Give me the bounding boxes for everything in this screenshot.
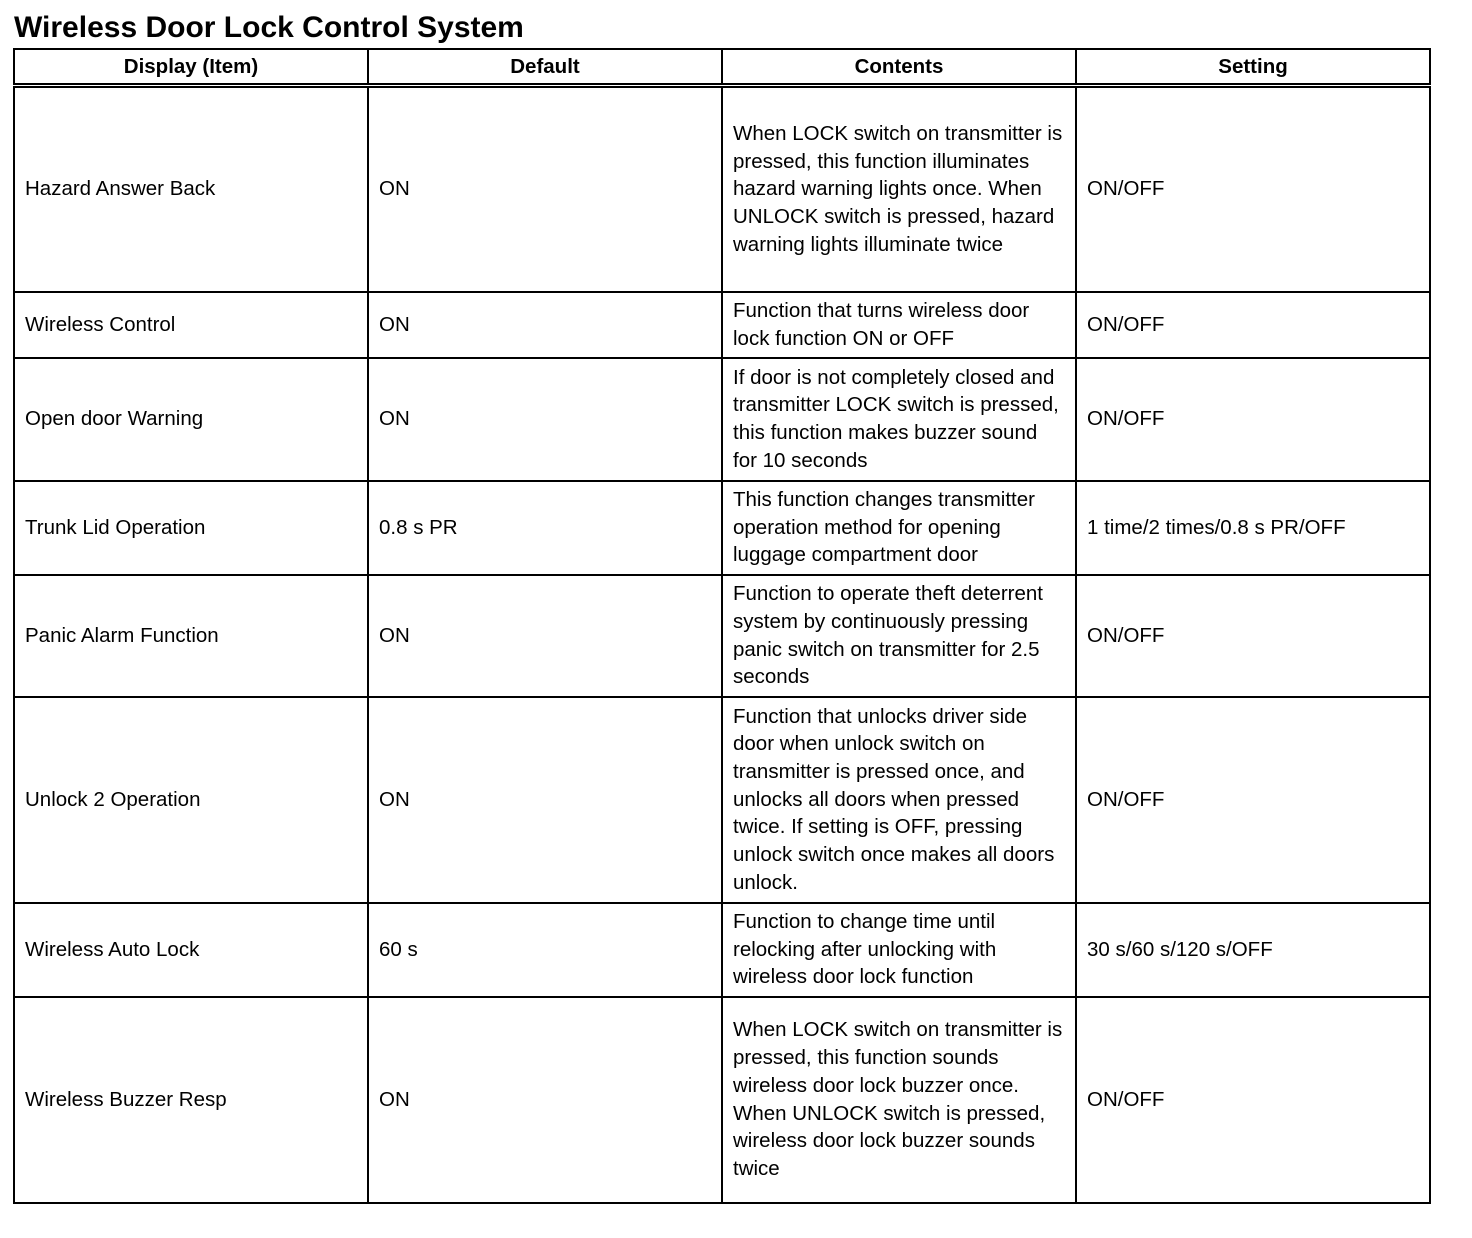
contents-cell: Function to operate theft deterrent system by continuously pressing panic switch on transmitter for 2.5 seconds	[722, 575, 1076, 697]
column-header-display-item: Display (Item)	[14, 49, 368, 86]
table-row	[14, 292, 1430, 358]
default-cell: ON	[368, 575, 722, 697]
contents-cell: When LOCK switch on transmitter is pressed, this function illuminates hazard warning lights once. When UNLOCK switch is pressed, hazard warning lights illuminate twice	[722, 86, 1076, 292]
item-cell: Panic Alarm Function	[14, 575, 368, 697]
setting-cell: ON/OFF	[1076, 997, 1430, 1203]
table-row	[14, 903, 1430, 997]
setting-cell: 1 time/2 times/0.8 s PR/OFF	[1076, 481, 1430, 575]
column-header-contents: Contents	[722, 49, 1076, 86]
item-cell: Open door Warning	[14, 358, 368, 481]
page-title: Wireless Door Lock Control System	[14, 11, 524, 44]
setting-cell: 30 s/60 s/120 s/OFF	[1076, 903, 1430, 997]
table-row	[14, 575, 1430, 697]
default-cell: 0.8 s PR	[368, 481, 722, 575]
table-row	[14, 997, 1430, 1203]
default-cell: ON	[368, 358, 722, 481]
contents-cell: This function changes transmitter operation method for opening luggage compartment door	[722, 481, 1076, 575]
contents-cell: If door is not completely closed and transmitter LOCK switch is pressed, this function makes buzzer sound for 10 seconds	[722, 358, 1076, 481]
contents-cell: Function that turns wireless door lock function ON or OFF	[722, 292, 1076, 358]
default-cell: ON	[368, 997, 722, 1203]
setting-cell: ON/OFF	[1076, 697, 1430, 903]
default-cell: 60 s	[368, 903, 722, 997]
item-cell: Wireless Control	[14, 292, 368, 358]
contents-cell: Function to change time until relocking after unlocking with wireless door lock function	[722, 903, 1076, 997]
column-header-setting: Setting	[1076, 49, 1430, 86]
contents-cell: When LOCK switch on transmitter is pressed, this function sounds wireless door lock buzzer once. When UNLOCK switch is pressed, wireless door lock buzzer sounds twice	[722, 997, 1076, 1203]
item-cell: Wireless Auto Lock	[14, 903, 368, 997]
settings-table	[13, 48, 1431, 1204]
setting-cell: ON/OFF	[1076, 292, 1430, 358]
setting-cell: ON/OFF	[1076, 358, 1430, 481]
default-cell: ON	[368, 292, 722, 358]
item-cell: Unlock 2 Operation	[14, 697, 368, 903]
default-cell: ON	[368, 697, 722, 903]
item-cell: Wireless Buzzer Resp	[14, 997, 368, 1203]
table-row	[14, 358, 1430, 481]
item-cell: Hazard Answer Back	[14, 86, 368, 292]
table-row	[14, 481, 1430, 575]
column-header-default: Default	[368, 49, 722, 86]
table-row	[14, 697, 1430, 903]
contents-cell: Function that unlocks driver side door when unlock switch on transmitter is pressed once, and unlocks all doors when pressed twice. If setting is OFF, pressing unlock switch once makes all doors unlock.	[722, 697, 1076, 903]
table-row	[14, 86, 1430, 292]
setting-cell: ON/OFF	[1076, 86, 1430, 292]
item-cell: Trunk Lid Operation	[14, 481, 368, 575]
default-cell: ON	[368, 86, 722, 292]
table-header-row	[14, 49, 1430, 86]
setting-cell: ON/OFF	[1076, 575, 1430, 697]
